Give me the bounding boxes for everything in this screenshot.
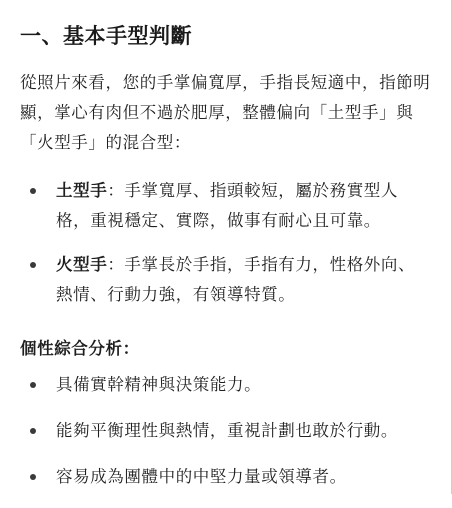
- hand-type-description: ：手掌長於手指，手指有力，性格外向、熱情、行動力強，有領導特質。: [56, 255, 416, 304]
- list-item: [20, 370, 432, 400]
- personality-heading: 個性綜合分析：: [20, 339, 140, 358]
- bullet-icon: [30, 382, 36, 388]
- personality-list: [20, 370, 432, 508]
- list-item: [20, 416, 432, 446]
- list-item: [20, 462, 432, 492]
- section-title: 一、基本手型判斷: [20, 24, 192, 48]
- bullet-icon: [30, 188, 36, 194]
- hand-type-term: 土型手: [56, 181, 108, 200]
- personality-trait: 能夠平衡理性與熱情，重視計劃也敢於行動。: [56, 421, 398, 440]
- personality-trait: 容易成為團體中的中堅力量或領導者。: [56, 467, 347, 486]
- intro-paragraph: 從照片來看，您的手掌偏寬厚，手指長短適中，指節明顯，掌心有肉但不過於肥厚，整體偏向「土型手」與「火型手」的混合型：: [20, 73, 431, 152]
- hand-type-list: [20, 176, 432, 324]
- list-item: [20, 250, 432, 310]
- list-item: [20, 176, 432, 236]
- bullet-icon: [30, 262, 36, 268]
- hand-type-description: ：手掌寬厚、指頭較短，屬於務實型人格，重視穩定、實際，做事有耐心且可靠。: [56, 181, 399, 230]
- bullet-icon: [30, 474, 36, 480]
- personality-trait: 具備實幹精神與決策能力。: [56, 375, 262, 394]
- hand-type-term: 火型手: [56, 255, 108, 274]
- bullet-icon: [30, 428, 36, 434]
